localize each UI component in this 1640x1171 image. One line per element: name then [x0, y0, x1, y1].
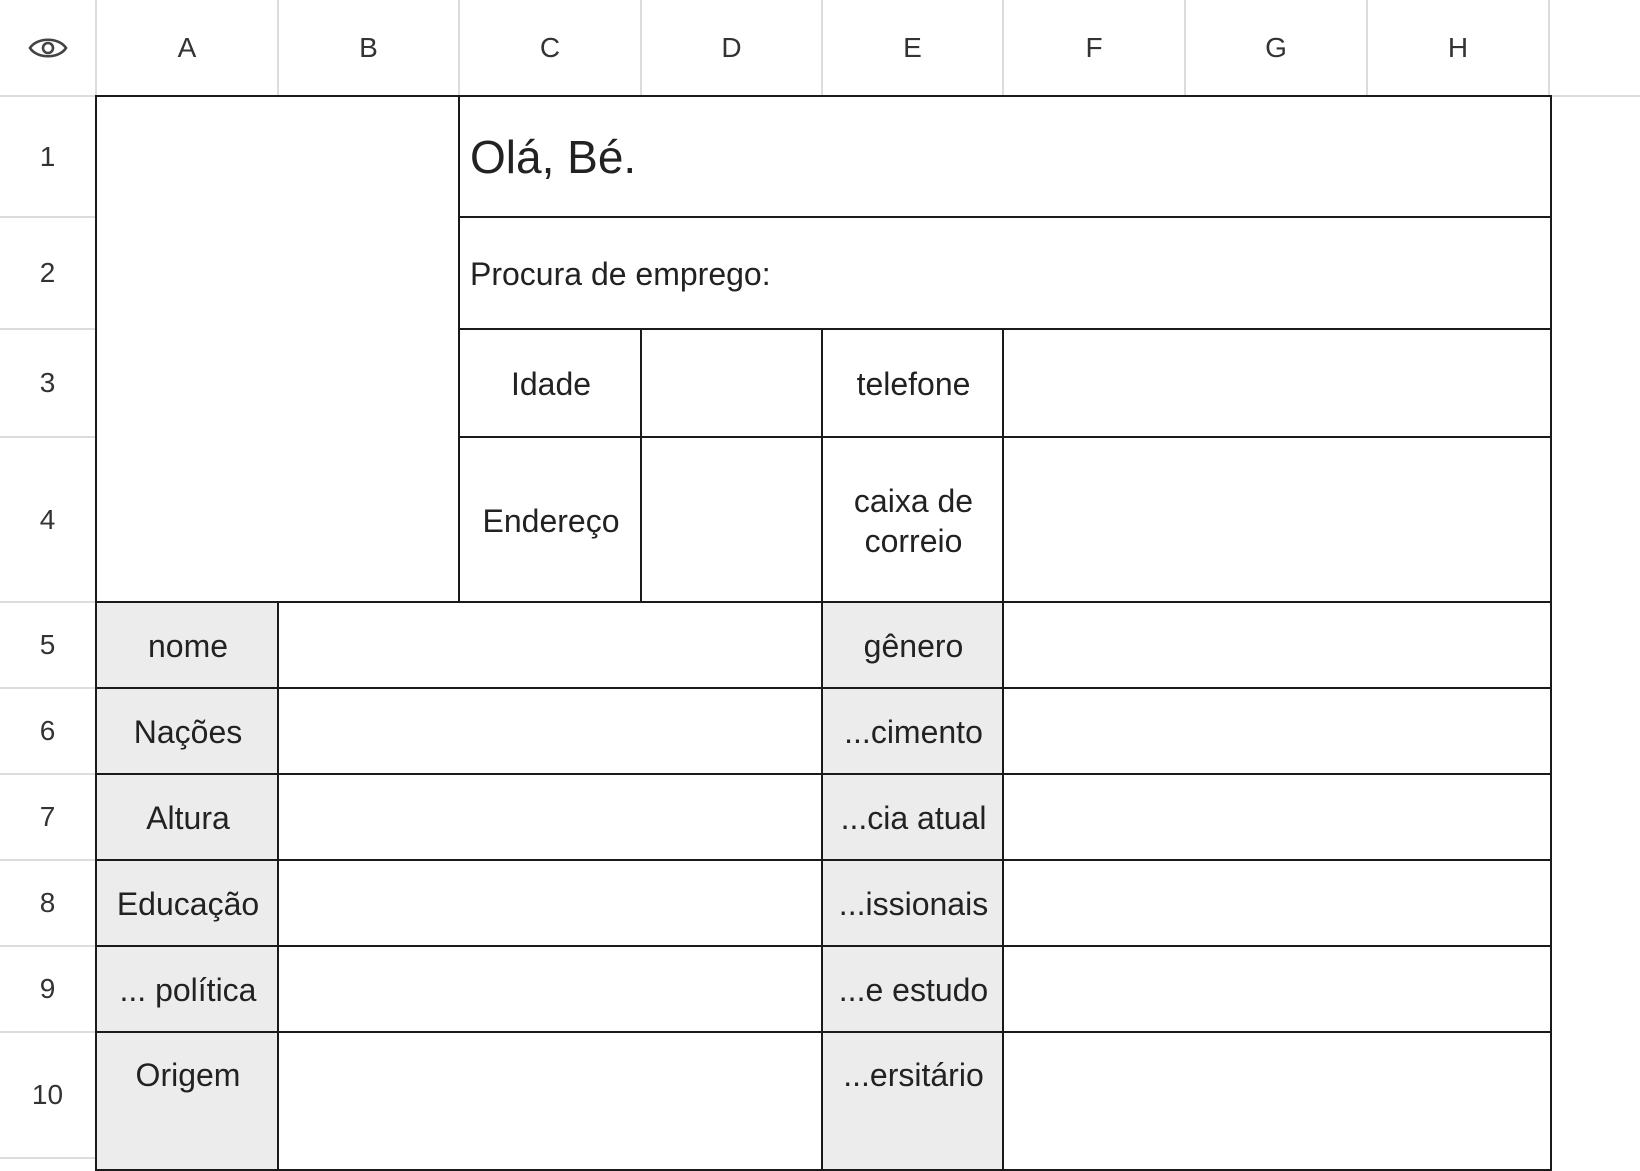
row-header-10[interactable]: 10 — [0, 1033, 97, 1159]
height-label[interactable]: Altura — [95, 773, 281, 863]
eye-icon[interactable] — [28, 34, 68, 62]
photo-cell[interactable] — [95, 95, 462, 605]
gender-label[interactable]: gênero — [821, 601, 1006, 691]
origin-label[interactable]: Origem — [95, 1031, 281, 1171]
height-value[interactable] — [277, 773, 825, 863]
age-value[interactable] — [640, 328, 825, 440]
row-header-5[interactable]: 5 — [0, 603, 97, 689]
name-label[interactable]: nome — [95, 601, 281, 691]
row-header-7[interactable]: 7 — [0, 775, 97, 861]
column-header-a[interactable]: A — [97, 0, 279, 97]
mailbox-label[interactable]: caixa de correio — [821, 436, 1006, 605]
nationality-value[interactable] — [277, 687, 825, 777]
age-label[interactable]: Idade — [458, 328, 644, 440]
column-header-filler — [1550, 0, 1640, 97]
education-value[interactable] — [277, 859, 825, 949]
birth-label[interactable]: ...cimento — [821, 687, 1006, 777]
column-header-d[interactable]: D — [642, 0, 823, 97]
phone-value[interactable] — [1002, 328, 1552, 440]
column-header-e[interactable]: E — [823, 0, 1004, 97]
current-residence-label[interactable]: ...cia atual — [821, 773, 1006, 863]
sheet-corner[interactable] — [0, 0, 97, 97]
row-header-4[interactable]: 4 — [0, 438, 97, 603]
professional-value[interactable] — [1002, 859, 1552, 949]
address-value[interactable] — [640, 436, 825, 605]
column-header-f[interactable]: F — [1004, 0, 1186, 97]
phone-label[interactable]: telefone — [821, 328, 1006, 440]
title-cell[interactable]: Olá, Bé. — [458, 95, 1552, 220]
row-header-2[interactable]: 2 — [0, 218, 97, 330]
address-label[interactable]: Endereço — [458, 436, 644, 605]
birth-value[interactable] — [1002, 687, 1552, 777]
name-value[interactable] — [277, 601, 825, 691]
political-value[interactable] — [277, 945, 825, 1035]
column-header-h[interactable]: H — [1368, 0, 1550, 97]
row-header-1[interactable]: 1 — [0, 97, 97, 218]
row-header-9[interactable]: 9 — [0, 947, 97, 1033]
professional-label[interactable]: ...issionais — [821, 859, 1006, 949]
study-value[interactable] — [1002, 945, 1552, 1035]
political-label[interactable]: ... política — [95, 945, 281, 1035]
study-label[interactable]: ...e estudo — [821, 945, 1006, 1035]
university-value[interactable] — [1002, 1031, 1552, 1171]
gender-value[interactable] — [1002, 601, 1552, 691]
origin-value[interactable] — [277, 1031, 825, 1171]
university-label[interactable]: ...ersitário — [821, 1031, 1006, 1171]
column-header-c[interactable]: C — [460, 0, 642, 97]
mailbox-value[interactable] — [1002, 436, 1552, 605]
row-header-6[interactable]: 6 — [0, 689, 97, 775]
column-header-b[interactable]: B — [279, 0, 460, 97]
current-residence-value[interactable] — [1002, 773, 1552, 863]
column-header-g[interactable]: G — [1186, 0, 1368, 97]
row-header-8[interactable]: 8 — [0, 861, 97, 947]
nationality-label[interactable]: Nações — [95, 687, 281, 777]
subtitle-cell[interactable]: Procura de emprego: — [458, 216, 1552, 332]
education-label[interactable]: Educação — [95, 859, 281, 949]
row-header-3[interactable]: 3 — [0, 330, 97, 438]
